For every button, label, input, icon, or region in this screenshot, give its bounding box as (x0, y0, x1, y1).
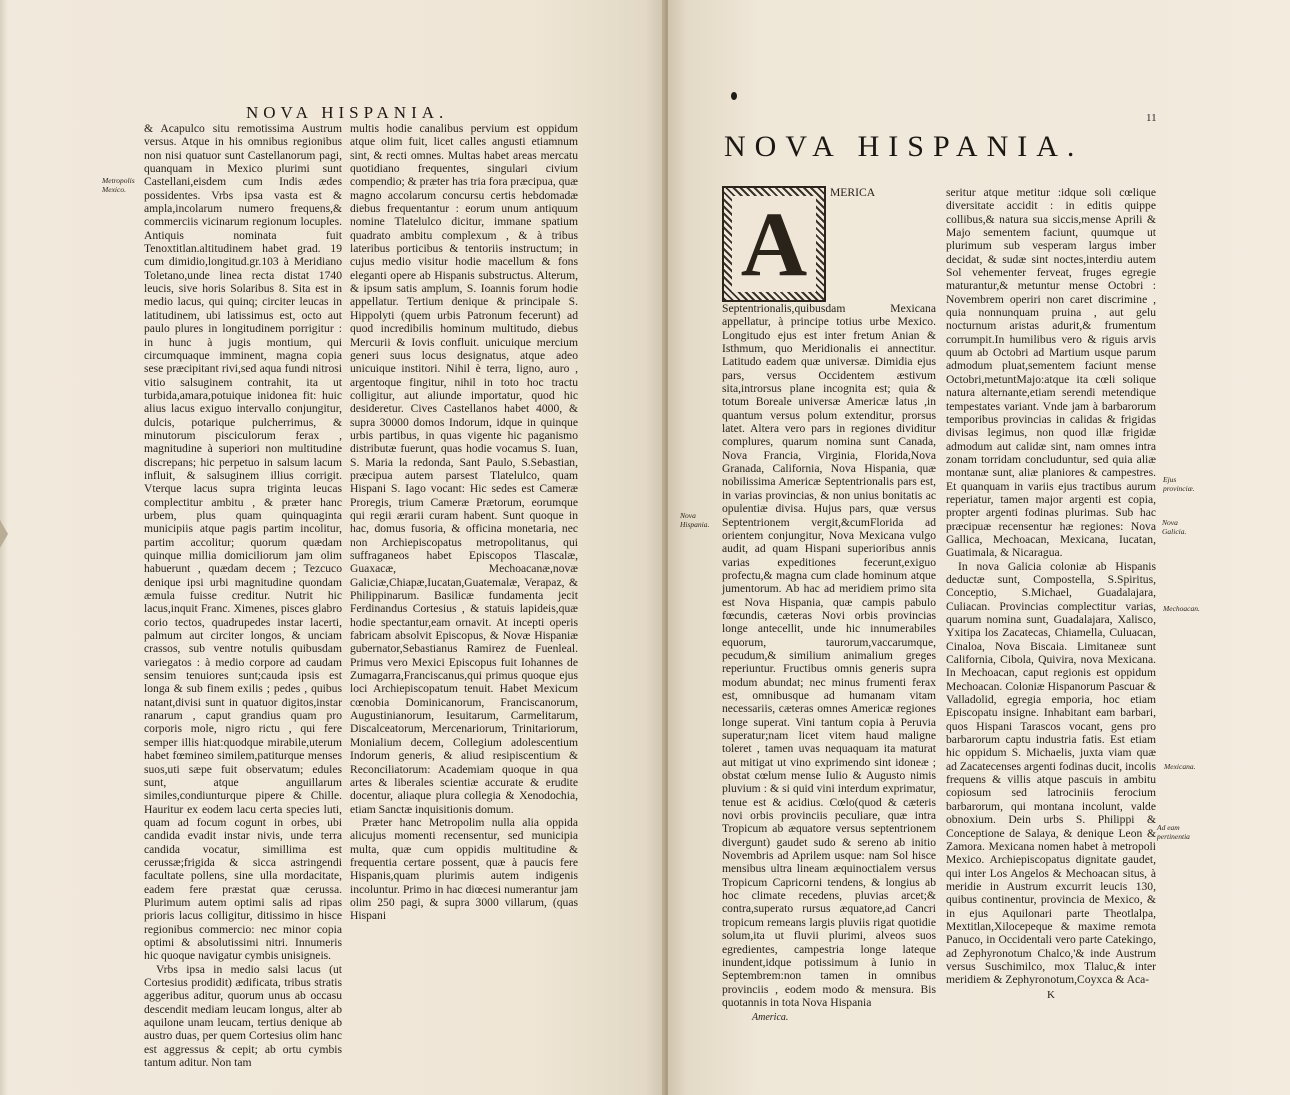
margin-note-ad-eam: Ad eam pertinentia (1157, 823, 1190, 841)
margin-note-ejus-provinciae: Ejus provinciæ. (1163, 475, 1195, 493)
catchword: America. (752, 1012, 789, 1024)
paragraph: multis hodie canalibus pervium est oppidum atque olim fuit, licet calles angusti etiamnum sint, & recti omnes. Multas habet areas mercatu quotidiano frequentes, singulari civium compendio; & præter has tria fora præcipua, quæ magno accolarum concursu certis hebdomadæ diebus frequentantur : eorum unum antiquum nomine Tlatelulco dicitur, immane spatium quadrato ambitu complexum , & à tribus lateribus porticibus & tentoriis instructum; in cujus medio visitur hodie macellum & fons eleganti opere ab Hispanis substructus. Alterum, & ipsum satis amplum, S. Ioannis forum hodie appellatur. Tertium denique & principale S. Hippolyti (quem urbis Patronum fecerunt) ad quod incredibilis hominum multitudo, diebus Mercurii & Iovis confluit. unicuique mercium generi suus locus designatus, atque adeo unicuique institori. Nihil è terra, ligno, auro , argentoque fingitur, nihil in toto hoc tractu colligitur, aut aliunde importatur, quod hic desideretur. Cives Castellanos habet 4000, & supra 30000 domos Indorum, idque in quinque urbis partibus, in quas vigente hic paganismo distributæ fuerunt, quas hodie vocamus S. Iuan, S. Maria la redonda, Sant Paulo, S.Sebastian, præcipua autem parsest Tlatelulco, quam Hispani S. Iago vocant: Hic sedes est Cameræ Proregis, trium Cameræ Prætorum, eorumque qui regii ærarii curam habent. Sunt quoque in hac, domus fusoria, & officina monetaria, nec non Archiepiscopatus metropolitanus, qui suffraganeos habet Episcopos Tlascalæ, Guaxacæ, Mechoacanæ,novæ Galiciæ,Chiapæ,Iucatan,Guatemalæ, Verapaz, & Philippinarum. Basilicæ fundamenta jecit Ferdinandus Cortesius , & statuis lapideis,quæ hodie spectantur,eam ornavit. At incepti operis fabricam absolvit Episcopus, & Novæ Hispaniæ gubernator,Sebastianus Ramirez de Fuenleal. Primus vero Mexici Episcopus fuit Iohannes de Zumagarra,Franciscanus,qui primus quoque ejus loci Archiepiscopatum tenuit. Habet Mexicum cœnobia Dominicanorum, Franciscanorum, Augustinianorum, Iesuitarum, Carmelitarum, Discalceatorum, Mercenariorum, Trinitariorum, Monialium decem, Collegium adolescentium Indorum generis, & aliud resipiscentium & Reconciliatorum: Academiam quoque in qua artes & liberales scientiæ accurate & erudite docentur, aliaque plura collegia & Xenodochia, etiam Sanctæ inquisitionis domum. (350, 122, 578, 816)
running-head: NOVA HISPANIA. (246, 103, 449, 122)
drop-cap-frame (732, 193, 816, 295)
paragraph: & Acapulco situ remotissima Austrum versus. Atque in his omnibus regionibus non nisi quatuor sunt Castellanorum pagi, quanquam in Mexico plurimi sunt Castellani,eisdem cum Indis ædes possidentes. Vrbs ipsa vasta est & ampla,incolarum numero frequens,& commerciis vicinarum regionum locuples. Antiquis nominata fuit Tenoxtitlan.altitudinem habet grad. 19 cum dimidio,longitud.gr.103 à Meridiano Toletano,unde linea recta distat 1740 leucis, sive horis Solaribus 8. Sita est in medio lacus, qui quinq; circiter leucas in latitudinem, ubi latissimus est, octo aut paulo plures in longitudinem porrigitur : in hunc à jugis montium, qui circumquaque imminent, magna copia sese præcipitant rivi,sed aqua fundi nitrosi vitio salsuginem contrahit, ita ut turbida,amara,potuique inidonea fit: huic alius lacus exiguo intervallo conjungitur, dulcis, potarique pulcherrimus, & minutorum pisciculorum ferax , magnitudine à superiori non multitudine discrepans; hic perpetuo in salsum lacum influit, & salsuginem illius corrigit. Vterque lacus supra triginta leucas complectitur ambitu , & præter hanc urbem, plus quam quinquaginta municipiis atque pagis partim incolitur, partim accolitur; quorum quædam quinque millia domiciliorum jam olim habuerunt , quædam decem ; Tezcuco denique ipsi urbi magnitudine quondam æmula fuisse creditur. Nutrit hic lacus,inquit Franc. Ximenes, pisces glabro corio tectos, quadrupedes instar lacerti, palmum aut circiter longos, & unciam crassos, sub ventre notulis quibusdam variegatos : à medio corpore ad caudam sensim tenuiores sunt;cauda ipsis est longa & sub finem exilis ; pedes , quibus natant,divisi sunt in quatuor digitos,instar ranarum , caput grandius quam pro corporis mole, nigro rictu , qui fere semper illis hiat:quodque mirabile,uterum habet fœmineo similem,patiturque menses suos,uti sæpe fuit observatum; edules sunt, atque anguillarum similes,condiunturque pipere & Chille. Hauritur ex eodem lacu certa species luti, quam ad focum cogunt in orbes, ubi candida evadit instar nivis, unde terra candida vocatur, simillima est cerussæ;frigida & sicca astringendi facultate pollens, sine ulla mordacitate, eadem fere præstat quæ cerussa. Plurimum autem optimi salis ad ripas prioris lacus colligitur, ditissimo in hisce regionibus commercio: nec minor copia optimi & absolutissimi nitri. Innumeris hic quoque navigatur cymbis unisigneis. (144, 122, 342, 963)
ink-blot (731, 92, 737, 100)
catchword-row (722, 1011, 936, 1024)
right-column-1 (722, 186, 936, 1025)
margin-note-nova-hispania: Nova Hispania. (680, 511, 710, 529)
margin-note-mechoacan: Mechoacan. (1163, 604, 1200, 613)
paragraph: Vrbs ipsa in medio salsi lacus (ut Cortesius prodidit) ædificata, tribus stratis aggeribus aditur, quorum unus ab occasu descendit mediam leucam longus, alter ab aquilone unam leucam, tertius denique ab austro duas, per quem Cortesius olim hanc est aggressus & cepit; ab ortu cymbis tantum aditur. Non tam (144, 962, 342, 1070)
left-edge-notch (0, 520, 8, 548)
right-column-2 (946, 186, 1156, 1002)
paragraph: In nova Galicia coloniæ ab Hispanis deductæ sunt, Compostella, S.Spiritus, Conceptio, S.Michael, Guadalajara, Culiacan. Provincias complectitur varias, quarum nomina sunt, Guadalajara, Xalisco, Yxitipa los Zacatecas, Chiamella, Culuacan, Cinaloa, Nova Biscaia. Limitaneæ sunt California, Cibola, Quivira, nova Mexicana. In Mechoacan, caput regionis est oppidum Mechoacan. Coloniæ Hispanorum Pascuar & Valladolid, egregia emporia, hoc etiam Episcopatu insigne. Inhabitant eam barbari, quos Hispani Tarascos vocant, gens pro barbarorum captu industria fatis. Est etiam hic oppidum S. Michaelis, juxta viam quæ ad Zacatecenses argenti fodinas ducit, incolis frequens & villis atque pascuis in ambitu copiosum sed latrociniis ferocium barbarorum, qui montana incolunt, valde obnoxium. Dein urbs S. Philippi & Conceptione de Salaya, & denique Leon & Zamora. Mexicana nomen habet à metropoli Mexico. Archiepiscopatus dignitate gaudet, qui inter Los Angelos & Mechoacan situs, à meridie in Austrum excurrit leucis 130, quibus continentur, provincia de Mexico, & in ejus Aquilonari parte Theotlalpa, Mextitlan,Xilocepeque & maxime remota Panuco, in Occidentali vero parte Catekingo, ad Zephyronotum Chalco,'& inde Austrum versus Suschimilco, mox Tlaluc,& inter meridiem & Zephyronotum,Coyxca & Aca- (946, 559, 1156, 987)
paragraph: seritur atque metitur :idque soli cœlique diversitate accidit : in editis quippe collibus,& natura sua siccis,mense Aprili & Majo sementem faciunt, quumque ut plurimum sub vesperam largus imber decidat, & sudæ sint noctes,interdiu autem Sol vehementer ferveat, fruges egregie maturantur,& metuntur mense Octobri : Novembrem operiri non caret discrimine , quia nonnunquam pruina , aut gelu nocturnum aristas adurit,& frumentum corrumpit.In humilibus vero & riguis arvis quum ab Octobri ad Martium usque parum admodum pluat,sementem faciunt mense Octobri,metuntMajo:atque ita cœli solique natura alternante,etiam serendi metendique tempestates variant. Vnde jam à barbarorum temporibus provincias in calidas & frigidas divisas legimus, non quod illæ frigidæ admodum aut calidæ sint, nam omnes intra zonam torridam concluduntur, sed quia aliæ montanæ sunt, aliæ planiores & campestres. Et quanquam in variis ejus tractibus aurum reperiatur, tamen major argenti est copia, propter argenti fodinas plurimas. Sub hac præcipuæ recensentur hæ regiones: Nova Gallica, Mechoacan, Mexicana, Iucatan, Guatimala, & Nicaragua. (946, 186, 1156, 560)
page-number: 11 (1146, 112, 1157, 124)
paragraph: MERICA Septentrionalis,quibusdam Mexicana appellatur, à principe totius urbe Mexico. Longitudo ejus est inter fretum Anian & Isthmum, quo Meridionalis ei annectitur. Latitudo eadem quæ universæ. Dimidia ejus pars, versus Occidentem æstivum sita,introrsus plane incognita est; quia & totum Boreale universæ Americæ latus ,in quantum versus polum extenditur, prorsus latet. Altera vero pars in regiones dividitur complures, quarum nomina sunt Canada, Nova Francia, Virginia, Florida,Nova Granada, California, Nova Hispania, quæ nobilissima Americæ Septentrionalis pars est, in varias provincias, & non unius bonitatis ac opulentiæ divisa. Hujus pars, quæ versus Septentrionem vergit,&cumFlorida ad orientem conjungitur, Nova Mexicana vulgo audit, ad quam Hispani superioribus annis varias expeditiones fecerunt,exiguo profectu,& magna cum clade hominum atque jumentorum. Ab hac ad meridiem primo sita est Nova Hispania, quæ campis pabulo fœcundis, cæteras Novi orbis provincias longe antecellit, unde hic innumerabiles equorum, taurorum,vaccarumque, pecudum,& similium animalium greges reperiuntur. Fructibus omnis generis supra modum abundat; nec minus frumenti ferax est, omnibusque ad humanam vitam necessariis, cæteras omnes Americæ regiones longe superat. Vini tantum copia à Peruvia superatur;nam licet vitem haud maligne toleret , tamen uvas nequaquam ita maturat aut mitigat ut vino exprimendo sint idoneæ ; obstat cœlum mense Iulio & Augusto nimis pluvium : & si quid vini interdum exprimatur, tenue est & acidius. Cœlo(quod & cæteris novi orbis provinciis peculiare, quæ intra Tropicum ab æquatore versus septentrionem divergunt) gaudet sudo & sereno ab initio Novembris ad Aprilem usque: nam Sol hisce mensibus ultra lineam æquinoctialem versus Tropicum Capricorni tendens, & longius ab hoc climate recedens, pluvias arcet;& contra,superato rursus æquatore,ad Cancri tropicum remeans largis pluviis rigat quotidie solum,ita ut fluvii plurimi, alveos suos egredientes, campestria longe lateque inundent,idque potissimum à Iunio in Septembrem:non tamen in omnibus provinciis , eodem modo & mensura. Bis quotannis in tota Nova Hispania (722, 186, 936, 1009)
drop-cap-ornament (722, 186, 826, 302)
margin-note-metropolis: Metropolis Mexico. (102, 176, 135, 194)
left-column-1 (144, 122, 342, 1069)
page-title: NOVA HISPANIA. (724, 130, 1084, 163)
paragraph: Præter hanc Metropolim nulla alia oppida alicujus momenti recensentur, sed municipia multa, quæ cum oppidis multitudine & frequentia certare possent, quæ à paucis fere Hispanis,quam plurimis autem indigenis incoluntur. Primo in hac diœcesi numerantur jam olim 250 pagi, & supra 3000 villarum, (quas Hispani (350, 815, 578, 923)
margin-note-mexicana: Mexicana. (1164, 762, 1196, 771)
margin-note-nova-galicia: Nova Galicia. (1162, 518, 1187, 536)
signature-mark: K (1047, 988, 1055, 1001)
left-column-2 (350, 122, 578, 923)
drop-cap-letter: A (740, 193, 808, 295)
